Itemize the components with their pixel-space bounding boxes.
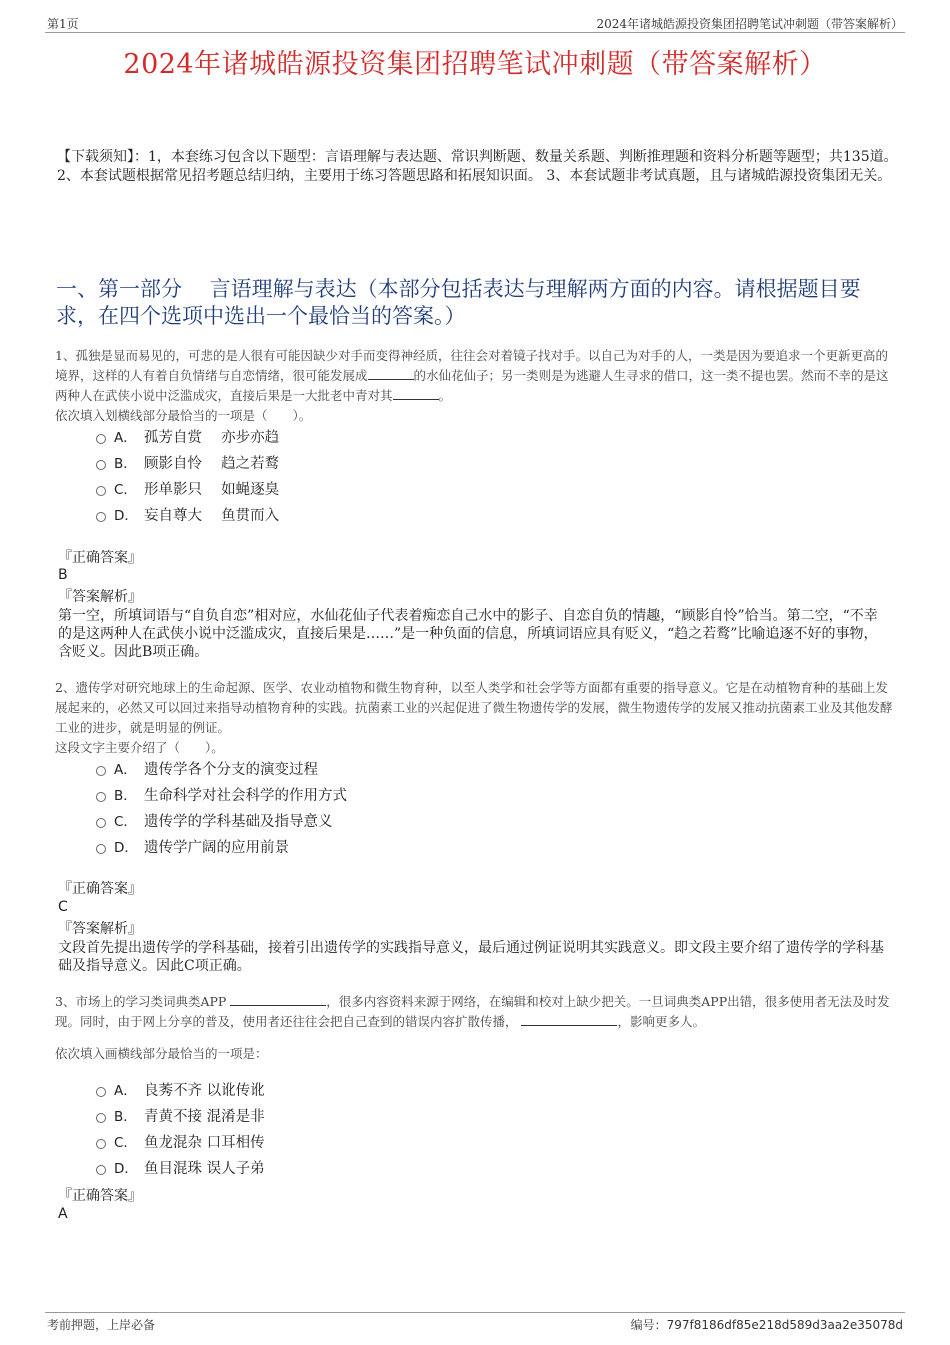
option-key: D．: [114, 1161, 138, 1177]
q3-stem-part-c: ，影响更多人。: [617, 1014, 705, 1029]
option-key: B．: [114, 788, 137, 804]
radio-icon[interactable]: [96, 766, 106, 776]
option-key: A．: [114, 762, 137, 778]
q3-answer-label: 『正确答案』: [58, 1188, 142, 1204]
q1-prompt: 依次填入划横线部分最恰当的一项是（ ）。: [55, 408, 312, 423]
q1-blank-2: [393, 386, 439, 400]
q2-answer-label: 『正确答案』: [58, 881, 142, 897]
q1-stem-part-c: 。: [438, 388, 452, 403]
option-text: 良莠不齐 以讹传讹: [144, 1083, 265, 1099]
option-key: A．: [114, 430, 137, 446]
footer-code: [631, 1316, 903, 1333]
option-text: 遗传学各个分支的演变过程: [144, 762, 318, 778]
question-2-stem: [55, 678, 900, 758]
q2-explanation: 文段首先提出遗传学的学科基础，接着引出遗传学的实践指导意义，最后通过例证说明其实践意义。即文段主要介绍了遗传学的学科基础及指导意义。因此C项正确。: [58, 940, 884, 974]
option-key: A．: [114, 1083, 137, 1099]
page-footer: [45, 1312, 905, 1331]
q1-answer-label: 『正确答案』: [58, 550, 142, 566]
option-key: B．: [114, 1109, 137, 1125]
radio-icon[interactable]: [96, 486, 106, 496]
radio-icon[interactable]: [96, 460, 106, 470]
option-text: 鱼龙混杂 口耳相传: [144, 1135, 265, 1151]
radio-icon[interactable]: [96, 844, 106, 854]
radio-icon[interactable]: [96, 1113, 106, 1123]
q1-stem-part-a: 1、孤独是显而易见的，可悲的是人很有可能因缺少对手而变得神经质，往往会对着镜子找对手。以自己为对手的人，一类是因为要追求一个更新更高的境界，这样的人有着自负情绪与自恋情绪，很可能发展成: [55, 348, 888, 383]
page-title: 2024年诸城皓源投资集团招聘笔试冲刺题（带答案解析）: [123, 49, 827, 80]
q3-stem-part-a: 3、市场上的学习类词典类APP: [55, 994, 231, 1009]
option-text: 妄自尊大 鱼贯而入: [144, 508, 280, 524]
q2-analysis-label: 『答案解析』: [58, 921, 142, 937]
option-key: D．: [114, 840, 138, 856]
q3-answer: A: [58, 1206, 68, 1222]
q1-analysis-label: 『答案解析』: [58, 589, 142, 605]
q1-blank-1: [368, 366, 414, 380]
option-key: C．: [114, 482, 137, 498]
q2-stem-text: 2、遗传学对研究地球上的生命起源、医学、农业动植物和微生物育种，以至人类学和社会学等方面都有重要的指导意义。它是在动植物育种的基础上发展起来的，必然又可以回过来指导动植物育种的实践。抗菌素工业的兴起促进了微生物遗传学的发展，微生物遗传学的发展又推动抗菌素工业及其他发酵工业的进步，就是明显的例证。: [55, 680, 893, 735]
question-3-stem: [55, 992, 900, 1032]
option-text: 青黄不接 混淆是非: [144, 1109, 265, 1125]
radio-icon[interactable]: [96, 434, 106, 444]
page-number: 第1页: [47, 17, 79, 31]
q1-explanation: 第一空，所填词语与“自负自恋”相对应，水仙花仙子代表着痴恋自己水中的影子、自恋自负的情趣，“顾影自怜”恰当。第二空，“不幸的是这两种人在武侠小说中泛滥成灾，直接后果是……”是一种负面的信息，所填词语应具有贬义，“趋之若鹜”比喻追逐不好的事物，含贬义。因此B项正确。: [58, 608, 878, 660]
radio-icon[interactable]: [96, 792, 106, 802]
option-text: 形单影只 如蝇逐臭: [144, 482, 280, 498]
q3-blank-2: [521, 1012, 617, 1026]
radio-icon[interactable]: [96, 512, 106, 522]
option-text: 遗传学的学科基础及指导意义: [144, 814, 333, 830]
q2-answer: C: [58, 899, 68, 915]
q3-stem-part-b: ，很多内容资料来源于网络，在编辑和校对上缺少把关。一旦词典类APP出错，很多使用者无法及时发现。同时，由于网上分享的普及，使用者还往往会把自己查到的错误内容扩散传播，: [55, 994, 890, 1029]
option-text: 生命科学对社会科学的作用方式: [144, 788, 347, 804]
header-doc-title: 2024年诸城皓源投资集团招聘笔试冲刺题（带答案解析）: [596, 17, 903, 31]
option-key: C．: [114, 814, 137, 830]
option-text: 顾影自怜 趋之若鹜: [144, 456, 280, 472]
q1-stem-part-b: 的水仙花仙子；另一类则是为逃避人生寻求的借口，这一类不提也罢。然而不幸的是这两种人在武侠小说中泛滥成灾，直接后果是一大批老中青对其: [55, 368, 889, 403]
radio-icon[interactable]: [96, 1087, 106, 1097]
q3-blank-1: [230, 992, 326, 1006]
q1-answer: B: [58, 567, 68, 583]
radio-icon[interactable]: [96, 1139, 106, 1149]
section-heading: 一、第一部分 言语理解与表达（本部分包括表达与理解两方面的内容。请根据题目要求，在四个选项中选出一个最恰当的答案。）: [56, 277, 861, 328]
footer-slogan: 考前押题，上岸必备: [47, 1318, 156, 1332]
q3-prompt: 依次填入画横线部分最恰当的一项是：: [55, 1046, 268, 1061]
option-key: B．: [114, 456, 137, 472]
q2-prompt: 这段文字主要介绍了（ ）。: [55, 740, 224, 755]
option-key: D．: [114, 508, 138, 524]
radio-icon[interactable]: [96, 818, 106, 828]
page-header: [45, 14, 905, 33]
question-1-stem: [55, 346, 900, 426]
footer-code-label: 编号：: [630, 1318, 667, 1332]
option-key: C．: [114, 1135, 137, 1151]
option-text: 遗传学广阔的应用前景: [144, 840, 289, 856]
footer-code-value: 797f8186df85e218d589d3aa2e35078d: [666, 1318, 903, 1332]
option-text: 孤芳自赏 亦步亦趋: [144, 430, 280, 446]
radio-icon[interactable]: [96, 1165, 106, 1175]
option-text: 鱼目混珠 误人子弟: [144, 1161, 265, 1177]
download-notice: 【下载须知】：1，本套练习包含以下题型：言语理解与表达题、常识判断题、数量关系题、判断推理题和资料分析题等题型；共135道。 2、本套试题根据常见招考题总结归纳，主要用于练习答题思路和拓展知识面。 3、本套试题非考试真题，且与诸城皓源投资集团无关。: [57, 149, 898, 184]
